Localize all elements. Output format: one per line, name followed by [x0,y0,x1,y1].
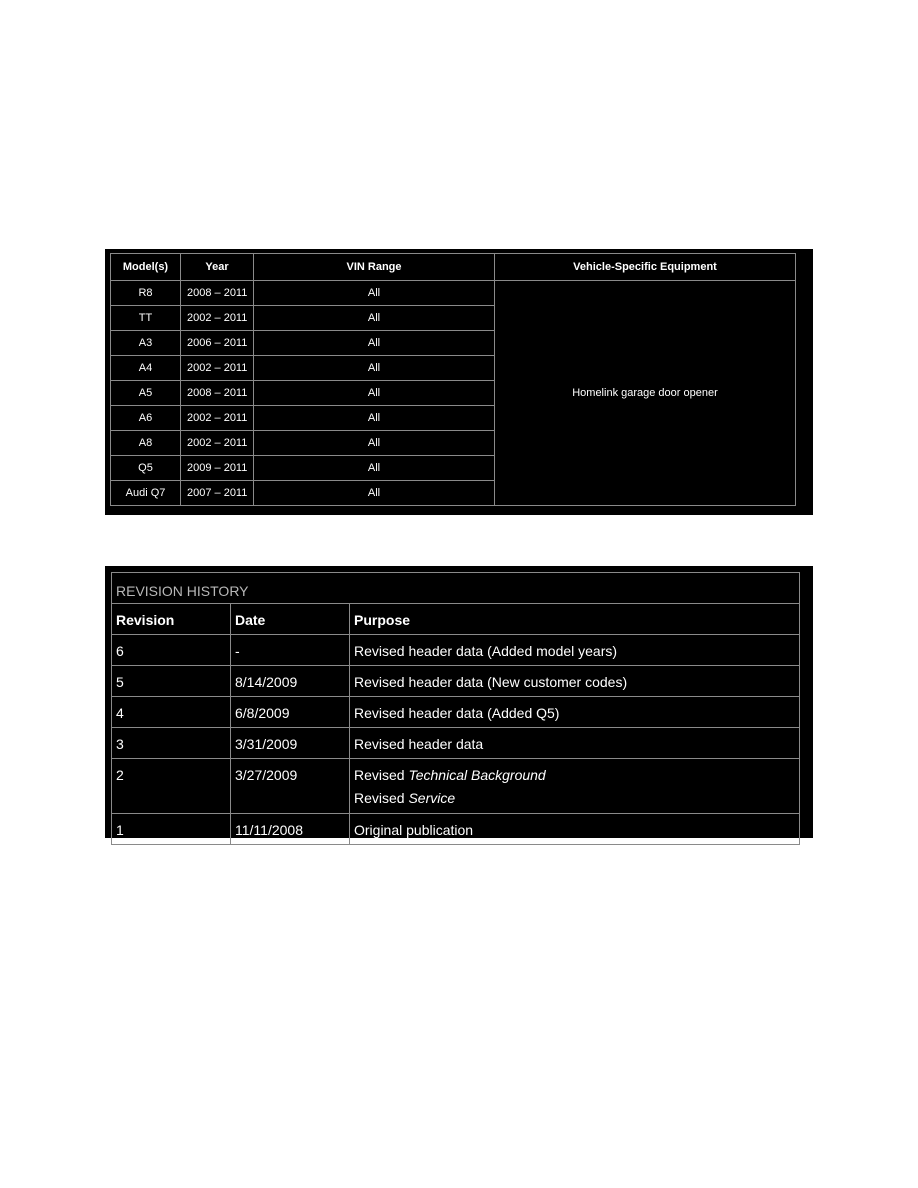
table-row [112,759,800,814]
table-row [112,635,800,666]
model-cell: A6 [111,406,181,431]
revision-history-title: REVISION HISTORY [112,573,800,604]
revision-cell: 3 [112,728,231,759]
purpose-cell: Original publication [350,814,800,845]
year-cell: 2008 – 2011 [181,281,254,306]
purpose-cell: Revised header data (Added model years) [350,635,800,666]
purpose-cell: Revised header data [350,728,800,759]
purpose-prefix: Revised [354,790,409,806]
purpose-cell: Revised header data (New customer codes) [350,666,800,697]
revision-cell: 6 [112,635,231,666]
date-cell: 8/14/2009 [231,666,350,697]
purpose-cell [350,759,800,814]
vin-cell: All [254,406,495,431]
purpose-prefix: Revised [354,767,409,783]
equipment-cell: Homelink garage door opener [495,281,796,506]
date-cell: 3/31/2009 [231,728,350,759]
table-row [112,666,800,697]
model-cell: R8 [111,281,181,306]
vin-cell: All [254,281,495,306]
table-row [112,697,800,728]
revision-cell: 1 [112,814,231,845]
year-cell: 2002 – 2011 [181,356,254,381]
model-cell: Audi Q7 [111,481,181,506]
vin-cell: All [254,381,495,406]
year-cell: 2007 – 2011 [181,481,254,506]
revision-cell: 4 [112,697,231,728]
header-date: Date [231,604,350,635]
models-table [110,253,796,506]
date-cell: 11/11/2008 [231,814,350,845]
year-cell: 2002 – 2011 [181,306,254,331]
revision-history-table [111,572,800,845]
model-cell: A8 [111,431,181,456]
year-cell: 2009 – 2011 [181,456,254,481]
year-cell: 2002 – 2011 [181,406,254,431]
year-cell: 2008 – 2011 [181,381,254,406]
purpose-cell: Revised header data (Added Q5) [350,697,800,728]
model-cell: A3 [111,331,181,356]
purpose-line [354,787,795,810]
model-cell: TT [111,306,181,331]
vin-cell: All [254,481,495,506]
revision-header-row [112,604,800,635]
models-table-panel [105,249,813,515]
date-cell: - [231,635,350,666]
header-purpose: Purpose [350,604,800,635]
purpose-emphasis: Service [408,790,456,806]
model-cell: Q5 [111,456,181,481]
purpose-emphasis: Technical Background [408,767,546,783]
model-cell: A5 [111,381,181,406]
vin-cell: All [254,456,495,481]
header-vin-range: VIN Range [254,254,495,281]
model-cell: A4 [111,356,181,381]
vin-cell: All [254,306,495,331]
vin-cell: All [254,431,495,456]
header-revision: Revision [112,604,231,635]
table-row [112,728,800,759]
date-cell: 3/27/2009 [231,759,350,814]
revision-title-row [112,573,800,604]
revision-cell: 5 [112,666,231,697]
header-year: Year [181,254,254,281]
revision-history-panel [105,566,813,838]
revision-cell: 2 [112,759,231,814]
year-cell: 2006 – 2011 [181,331,254,356]
models-table-header-row [111,254,796,281]
vin-cell: All [254,356,495,381]
date-cell: 6/8/2009 [231,697,350,728]
table-row [111,281,796,306]
header-models: Model(s) [111,254,181,281]
header-vehicle-equipment: Vehicle-Specific Equipment [495,254,796,281]
vin-cell: All [254,331,495,356]
year-cell: 2002 – 2011 [181,431,254,456]
purpose-line [354,764,795,787]
table-row [112,814,800,845]
